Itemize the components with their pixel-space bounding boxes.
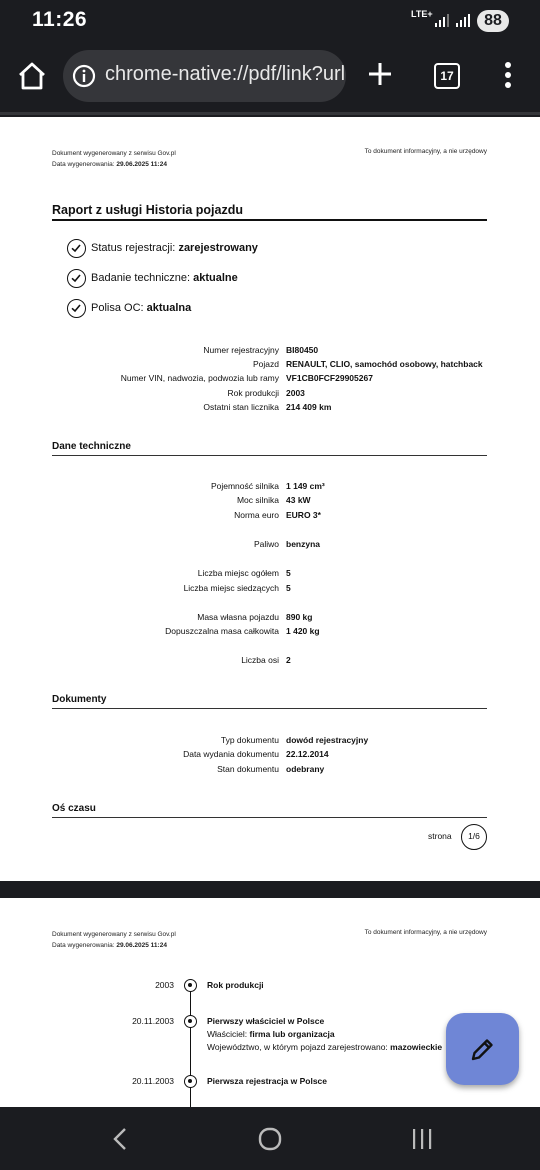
doc-generated: Data wygenerowania: 29.06.2025 11:24	[52, 942, 167, 949]
timeline-dot-icon	[184, 1075, 197, 1088]
title-rule	[52, 219, 487, 221]
section-rule	[52, 708, 487, 709]
section-rule	[52, 817, 487, 818]
pdf-page-1[interactable]: Dokument wygenerowany z serwisu Gov.pl Data wygenerowania: 29.06.2025 11:24 To dokument informacyjny, a nie urzędowy Raport z usługi Historia pojazdu Status rejestracji: zarejestrowany Badanie techniczne: aktualne Polisa OC: aktualna Numer rejestracyjny BI80450 Pojazd RENAULT, CLIO, samochód osobowy, hatchback Numer VIN, nadwozia, podwozia lub ramy VF1CB0FCF29905267 Rok produkcji 2003 Ostatni stan licznika 214 409 km Dane techniczne Pojemność silnika 1 149 cm³ Moc silnika 43 kW Norma euro EURO 3* Paliwo benzyna Liczba miejsc ogółem 5 Liczba miejsc siedzących 5 Masa własna pojazdu 890 kg Dopuszczalna masa całkowita 1 420 kg Liczba osi 2 Dokumenty Typ dokumentu dowód rejestracyjny Data wydania dokumentu 22.12.2014 Stan dokumentu odebrany Oś czasu strona 1/6	[0, 117, 540, 881]
pdf-page-2[interactable]: Dokument wygenerowany z serwisu Gov.pl Data wygenerowania: 29.06.2025 11:24 To dokument informacyjny, a nie urzędowy 2003 Rok produkcji 20.11.2003 Pierwszy właściciel w Polsce Właściciel: firma lub organizacja Województwo, w którym pojazd zarejestrowano: mazowieckie 20.11.2003 Pierwsza rejestracja w Polsce	[0, 898, 540, 1107]
timeline-dot-icon	[184, 1015, 197, 1028]
signal-icon	[455, 12, 471, 28]
technical-row: Liczba osi 2	[241, 655, 291, 665]
timeline-axis	[190, 986, 191, 1107]
status-time: 11:26	[32, 8, 88, 31]
technical-row: Moc silnika 43 kW	[236, 495, 311, 505]
vehicle-row: Ostatni stan licznika 214 409 km	[203, 402, 332, 412]
system-nav-bar	[0, 1107, 540, 1170]
network-type: LTE+	[411, 9, 433, 19]
signal-icon	[434, 12, 450, 28]
document-row: Stan dokumentu odebrany	[217, 764, 325, 774]
section-title-documents: Dokumenty	[52, 694, 107, 705]
browser-toolbar	[0, 44, 540, 110]
technical-row: Paliwo benzyna	[253, 539, 321, 549]
section-title-technical: Dane techniczne	[52, 441, 131, 452]
edit-pencil-icon	[470, 1037, 495, 1062]
home-circle-icon[interactable]	[258, 1127, 282, 1151]
page-number-badge: 1/6	[461, 824, 487, 850]
timeline-dot-icon	[184, 979, 197, 992]
technical-row: Liczba miejsc siedzących 5	[183, 583, 291, 593]
technical-row: Masa własna pojazdu 890 kg	[197, 612, 313, 622]
address-bar[interactable]	[63, 50, 346, 102]
vehicle-row: Numer VIN, nadwozia, podwozia lub ramy VF1CB0FCF29905267	[120, 373, 373, 383]
document-row: Typ dokumentu dowód rejestracyjny	[220, 735, 369, 745]
vehicle-row: Pojazd RENAULT, CLIO, samochód osobowy, hatchback	[253, 359, 483, 369]
vehicle-row: Rok produkcji 2003	[227, 388, 305, 398]
doc-disclaimer: To dokument informacyjny, a nie urzędowy	[364, 148, 487, 155]
check-circle-icon	[67, 299, 86, 318]
plus-icon[interactable]	[366, 60, 394, 88]
technical-row: Norma euro EURO 3*	[234, 510, 321, 520]
tab-switcher-button[interactable]: 17	[434, 63, 460, 89]
technical-row: Liczba miejsc ogółem 5	[197, 568, 291, 578]
recents-icon[interactable]	[411, 1128, 433, 1150]
doc-header-left	[52, 148, 176, 170]
technical-row: Dopuszczalna masa całkowita 1 420 kg	[165, 626, 320, 636]
doc-source: Dokument wygenerowany z serwisu Gov.pl	[52, 150, 176, 157]
url-text[interactable]: chrome-native://pdf/link?url	[105, 63, 346, 85]
section-rule	[52, 455, 487, 456]
edit-fab-button[interactable]	[446, 1013, 519, 1085]
document-row: Data wydania dokumentu 22.12.2014	[183, 749, 329, 759]
check-circle-icon	[67, 269, 86, 288]
more-vert-icon[interactable]	[498, 60, 518, 90]
home-icon[interactable]	[14, 58, 50, 94]
vehicle-row: Numer rejestracyjny BI80450	[203, 345, 319, 355]
report-title: Raport z usługi Historia pojazdu	[52, 203, 243, 217]
doc-header-left	[52, 929, 176, 951]
status-bar	[0, 0, 540, 44]
doc-source: Dokument wygenerowany z serwisu Gov.pl	[52, 931, 176, 938]
info-icon[interactable]	[72, 64, 96, 88]
check-circle-icon	[67, 239, 86, 258]
doc-disclaimer: To dokument informacyjny, a nie urzędowy	[364, 929, 487, 936]
section-title-timeline: Oś czasu	[52, 803, 96, 814]
doc-generated: Data wygenerowania: 29.06.2025 11:24	[52, 161, 167, 168]
page-label: strona	[428, 831, 452, 841]
back-icon[interactable]	[110, 1127, 130, 1151]
battery-indicator: 88	[477, 10, 509, 32]
toolbar-divider	[0, 112, 540, 115]
technical-row: Pojemność silnika 1 149 cm³	[210, 481, 325, 491]
